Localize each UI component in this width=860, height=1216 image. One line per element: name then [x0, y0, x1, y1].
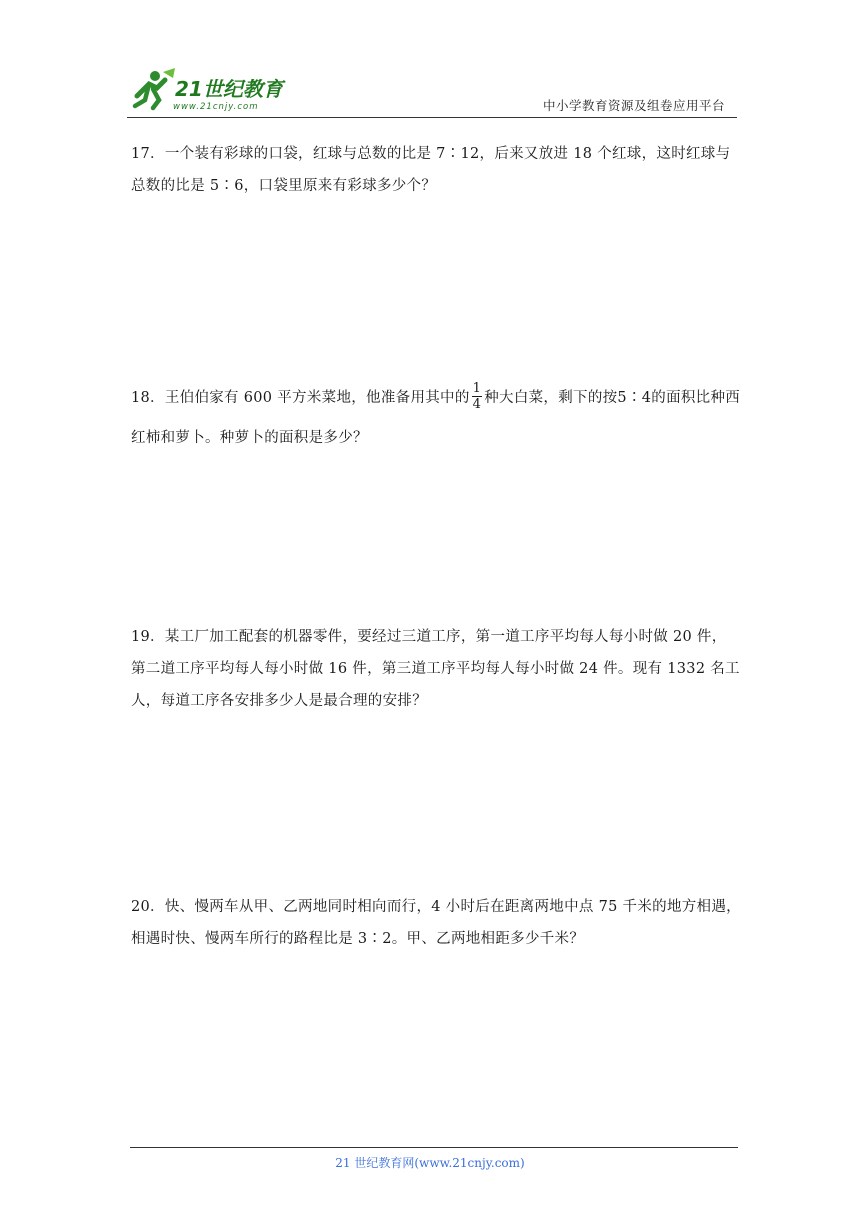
site-logo: [127, 62, 302, 118]
logo-url-text: www.21cnjy.com: [173, 102, 259, 112]
question-19-line-3: 人，每道工序各安排多少人是最合理的安排？: [131, 693, 427, 709]
footer-link[interactable]: 21 世纪教育网(www.21cnjy.com): [335, 1156, 525, 1170]
footer-divider: [130, 1147, 738, 1148]
fraction-numerator: 1: [472, 380, 482, 396]
fraction-one-quarter: [472, 381, 483, 412]
question-18: [131, 378, 741, 458]
page-header: [127, 62, 737, 118]
question-19: [131, 621, 740, 717]
question-20-line-2: 相遇时快、慢两车所行的路程比是 3∶2。甲、乙两地相距多少千米？: [131, 931, 585, 947]
question-18-line-2: 红柿和萝卜。种萝卜的面积是多少？: [131, 430, 368, 446]
question-19-line-2: 第二道工序平均每人每小时做 16 件，第三道工序平均每人每小时做 24 件。现有 1332 名工: [131, 661, 740, 677]
question-17-line-1: 17．一个装有彩球的口袋，红球与总数的比是 7∶12，后来又放进 18 个红球，这时红球与: [131, 146, 731, 162]
question-20: [131, 891, 741, 955]
question-18-text-before-fraction: 18．王伯伯家有 600 平方米菜地，他准备用其中的: [131, 390, 470, 406]
fraction-denominator: 4: [472, 396, 482, 412]
header-divider: [127, 117, 737, 118]
logo-text: 21世纪教育: [175, 77, 283, 101]
running-figure-icon: [135, 68, 175, 108]
question-17: [131, 138, 731, 202]
question-19-line-1: 19．某工厂加工配套的机器零件，要经过三道工序，第一道工序平均每人每小时做 20 件，: [131, 629, 727, 645]
question-18-text-after-fraction: 种大白菜，剩下的按5∶4的面积比种西: [484, 390, 741, 406]
question-18-line-1: [131, 378, 741, 418]
question-17-line-2: 总数的比是 5∶6，口袋里原来有彩球多少个？: [131, 178, 437, 194]
question-20-line-1: 20．快、慢两车从甲、乙两地同时相向而行，4 小时后在距离两地中点 75 千米的地方相遇，: [131, 899, 741, 915]
platform-label: 中小学教育资源及组卷应用平台: [542, 98, 725, 113]
